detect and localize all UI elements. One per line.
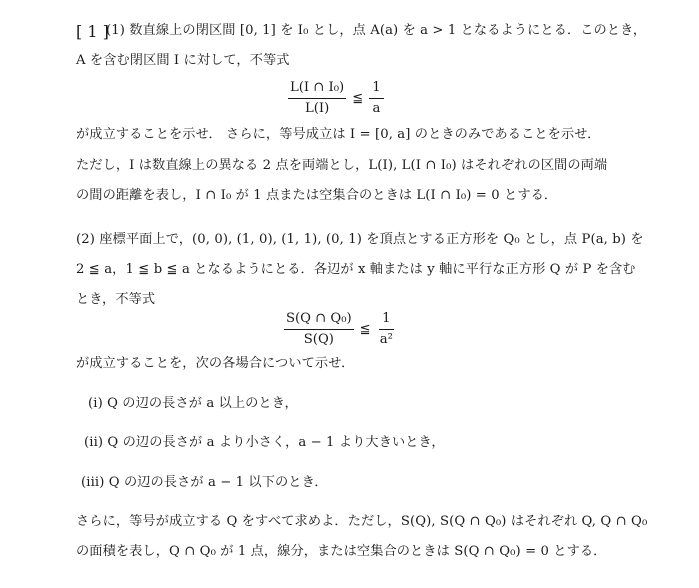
inequality-1-numerator: L(I ∩ I₀) [288, 80, 346, 99]
inequality-2-relation: ≦ [359, 322, 371, 337]
case-ii: (ii) Q の辺の長さが a より小さく，a − 1 より大きいとき， [84, 435, 445, 450]
part2-line6: の面積を表し，Q ∩ Q₀ が 1 点，線分，または空集合のときは S(Q ∩ Q₀) = 0 とする． [76, 544, 607, 559]
part2-line4: が成立することを，次の各場合について示せ． [76, 356, 355, 371]
inequality-1 [288, 80, 384, 117]
part1-line2: A を含む閉区間 I に対して，不等式 [76, 53, 290, 68]
inequality-2-denominator: S(Q) [303, 332, 334, 347]
part1-line3: が成立することを示せ． さらに，等号成立は I = [0, a] のときのみであることを示せ． [76, 127, 601, 142]
part1-line4: ただし，I は数直線上の異なる 2 点を両端とし，L(I), L(I ∩ I₀) はそれぞれの区間の両端 [76, 158, 608, 173]
inequality-2-rhs-denominator: a² [379, 332, 393, 347]
inequality-2-numerator: S(Q ∩ Q₀) [284, 311, 354, 330]
part2-line3: とき，不等式 [76, 292, 156, 307]
problem-number: [ 1 ] [76, 22, 109, 41]
part2-line1: (2) 座標平面上で，(0, 0), (1, 0), (1, 1), (0, 1) を頂点とする正方形を Q₀ とし，点 P(a, b) を [76, 232, 644, 247]
inequality-1-rhs-numerator: 1 [369, 80, 383, 99]
inequality-1-rhs-denominator: a [372, 101, 381, 116]
case-i: (i) Q の辺の長さが a 以上のとき， [88, 396, 298, 411]
part1-line1: (1) 数直線上の閉区間 [0, 1] を I₀ とし，点 A(a) を a > 1 となるようにとる．このとき， [106, 23, 647, 38]
inequality-2 [284, 311, 396, 348]
inequality-1-relation: ≦ [352, 91, 364, 106]
inequality-1-denominator: L(I) [304, 101, 330, 116]
part1-line5: の間の距離を表し，I ∩ I₀ が 1 点または空集合のときは L(I ∩ I₀) = 0 とする． [76, 188, 558, 203]
case-iii: (iii) Q の辺の長さが a − 1 以下のとき． [81, 475, 328, 490]
part2-line2: 2 ≦ a，1 ≦ b ≦ a となるようにとる．各辺が x 軸または y 軸に平行な正方形 Q が P を含む [76, 262, 636, 277]
inequality-2-rhs-numerator: 1 [379, 311, 393, 330]
part2-line5: さらに，等号が成立する Q をすべて求めよ．ただし，S(Q), S(Q ∩ Q₀) はそれぞれ Q, Q ∩ Q₀ [76, 514, 648, 529]
